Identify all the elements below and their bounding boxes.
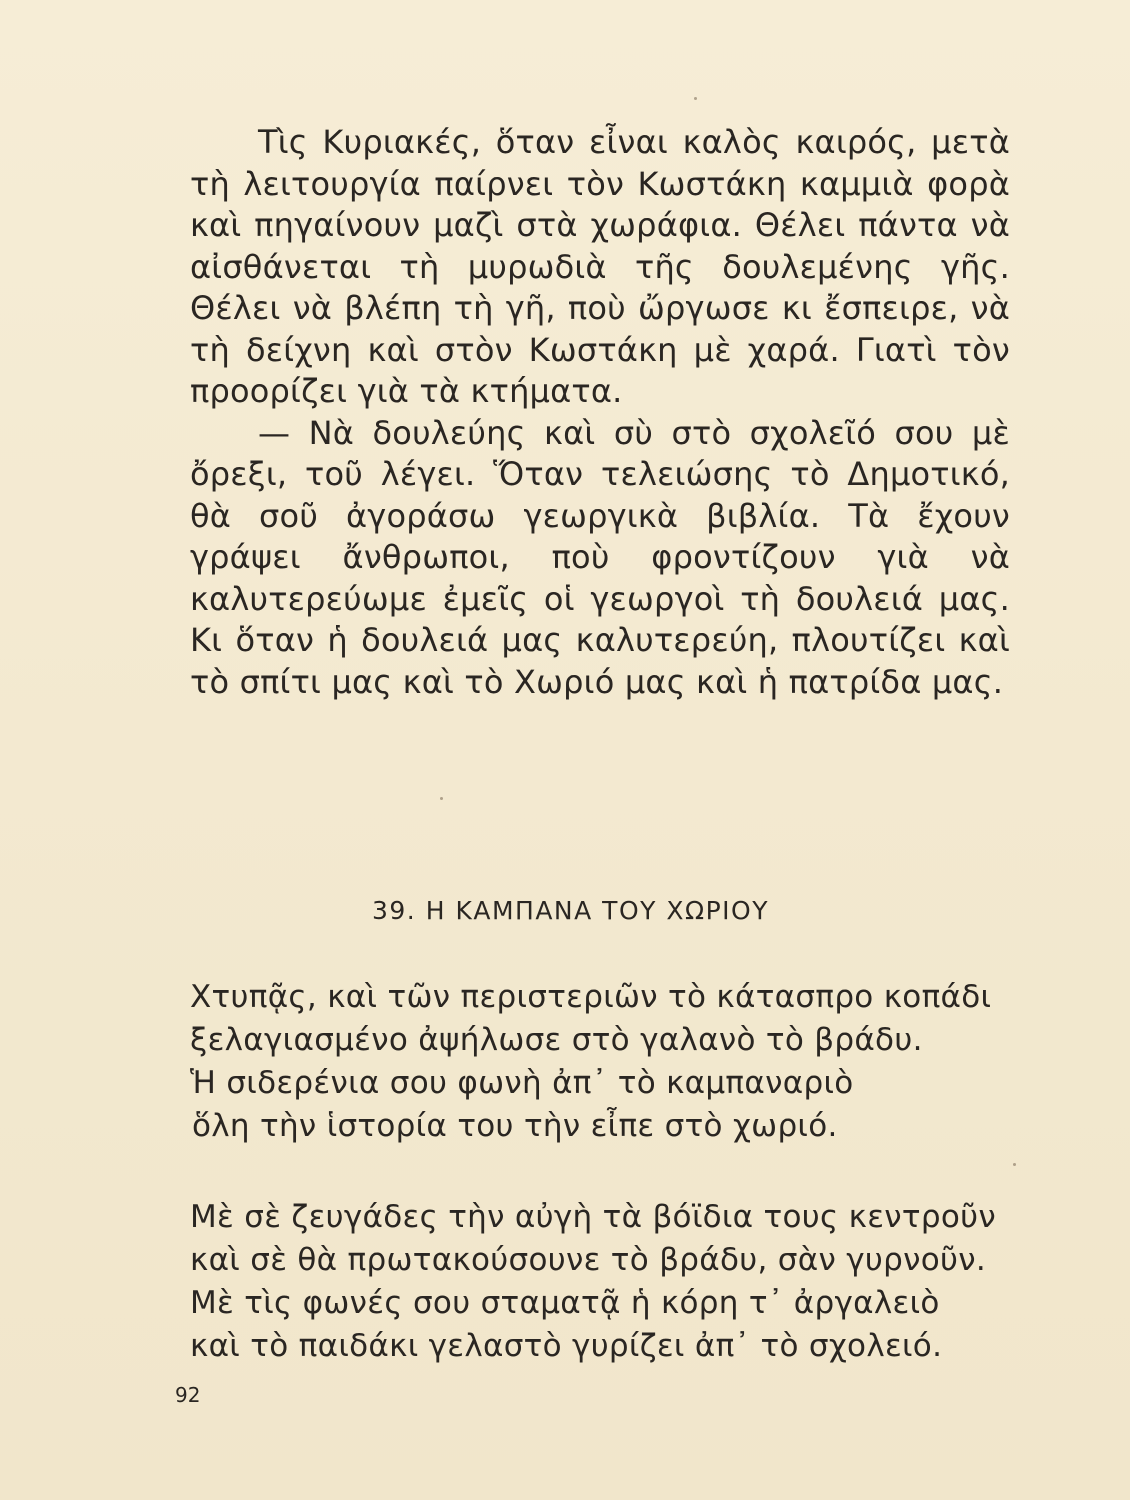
section-title: 39. Η ΚΑΜΠΑΝΑ ΤΟΥ ΧΩΡΙΟΥ xyxy=(372,896,769,925)
paper-speck xyxy=(1013,1163,1016,1166)
poem-line: ξελαγιασμένο ἀψήλωσε στὸ γαλανὸ τὸ βράδυ. xyxy=(190,1022,923,1058)
paragraph: — Νὰ δουλεύης καὶ σὺ στὸ σχολεῖό σου μὲ ὄρεξι, τοῦ λέγει. Ὅταν τελειώσης τὸ Δημοτικό, θὰ σοῦ ἀγοράσω γεωργικὰ βιβλία. Τὰ ἔχουν γράψει ἄνθρωποι, ποὺ φροντίζουν γιὰ νὰ καλυτερεύωμε ἐμεῖς οἱ γεωργοὶ τὴ δουλειά μας. Κι ὅταν ἡ δουλειά μας καλυτερεύη, πλουτίζει καὶ τὸ σπίτι μας καὶ τὸ Χωριό μας καὶ ἡ πατρίδα μας. xyxy=(190,413,1010,701)
poem-stanza xyxy=(190,1196,996,1368)
poem-line: Μὲ σὲ ζευγάδες τὴν αὐγὴ τὰ βόϊδια τους κεντροῦν xyxy=(190,1199,996,1235)
poem-line: καὶ σὲ θὰ πρωτακούσουνε τὸ βράδυ, σὰν γυρνοῦν. xyxy=(190,1242,987,1278)
prose-body xyxy=(190,122,1010,703)
poem-line: Χτυπᾷς, καὶ τῶν περιστεριῶν τὸ κάτασπρο κοπάδι xyxy=(190,979,992,1015)
poem-line: Μὲ τὶς φωνές σου σταματᾷ ἡ κόρη τ᾽ ἀργαλειὸ xyxy=(190,1285,940,1321)
poem-line: Ἡ σιδερένια σου φωνὴ ἀπ᾽ τὸ καμπαναριὸ xyxy=(190,1065,854,1101)
poem-line: καὶ τὸ παιδάκι γελαστὸ γυρίζει ἀπ᾽ τὸ σχολειό. xyxy=(190,1328,943,1364)
poem-line: ὅλη τὴν ἱστορία του τὴν εἶπε στὸ χωριό. xyxy=(192,1108,838,1144)
paper-speck xyxy=(440,797,443,800)
poem-stanza xyxy=(190,976,991,1148)
paper-speck xyxy=(694,97,697,100)
paragraph: Τὶς Κυριακές, ὅταν εἶναι καλὸς καιρός, μετὰ τὴ λειτουργία παίρνει τὸν Κωστάκη καμμιὰ φορὰ καὶ πηγαίνουν μαζὶ στὰ χωράφια. Θέλει πάντα νὰ αἰσθάνεται τὴ μυρωδιὰ τῆς δουλεμένης γῆς. Θέλει νὰ βλέπη τὴ γῆ, ποὺ ὤργωσε κι ἔσπειρε, νὰ τὴ δείχνη καὶ στὸν Κωστάκη μὲ χαρά. Γιατὶ τὸν προορίζει γιὰ τὰ κτήματα. xyxy=(190,123,1010,410)
page-number: 92 xyxy=(175,1383,201,1407)
